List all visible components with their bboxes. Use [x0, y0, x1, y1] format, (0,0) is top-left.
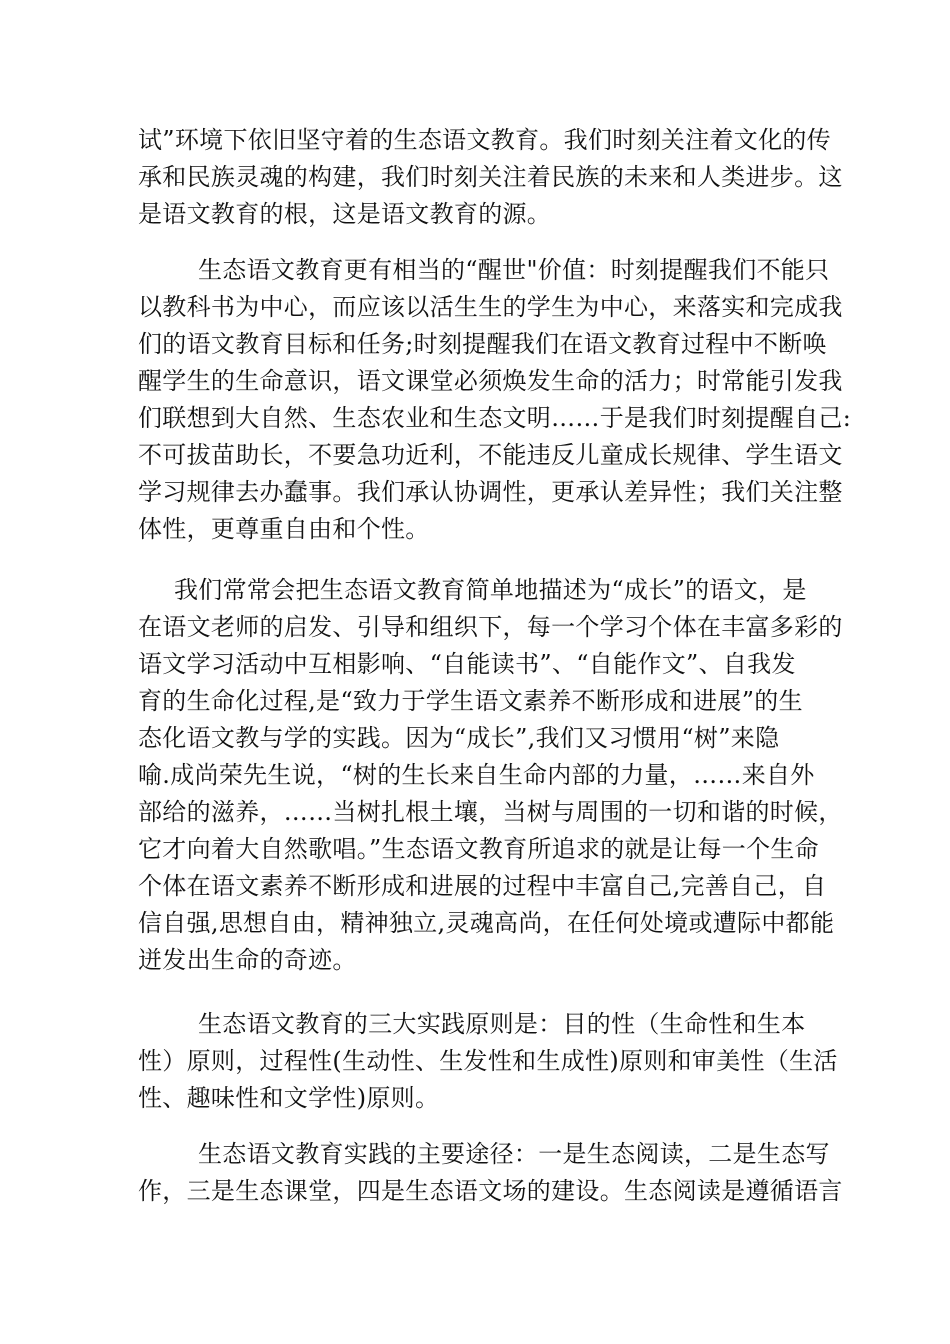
paragraph-2: [138, 252, 852, 548]
text-line: 承和民族灵魂的构建，我们时刻关注着民族的未来和人类进步。这: [138, 163, 843, 191]
text-line: 性、趣味性和文学性)原则。: [138, 1084, 440, 1112]
text-line: 生态语文教育实践的主要途径：一是生态阅读，二是生态写: [198, 1140, 830, 1168]
paragraph-5: [138, 1136, 843, 1210]
text-line: 醒学生的生命意识，语文课堂必须焕发生命的活力；时常能引发我: [138, 367, 843, 395]
text-line: 体性，更尊重自由和个性。: [138, 515, 430, 543]
text-line: 试”环境下依旧坚守着的生态语文教育。我们时刻关注着文化的传: [138, 126, 831, 154]
text-line: 态化语文教与学的实践。因为“成长”,我们又习惯用“树”来隐: [138, 724, 780, 752]
paragraph-1: [138, 122, 843, 233]
text-line: 不可拔苗助长，不要急功近利，不能违反儿童成长规律、学生语文: [138, 441, 843, 469]
text-line: 作，三是生态课堂，四是生态语文场的建设。生态阅读是遵循语言: [138, 1177, 843, 1205]
text-line: 以教科书为中心，而应该以活生生的学生为中心，来落实和完成我: [138, 293, 843, 321]
text-line: 部给的滋养，……当树扎根土壤，当树与周围的一切和谐的时候，: [138, 798, 843, 826]
text-line: 信自强,思想自由，精神独立,灵魂高尚，在任何处境或遭际中都能: [138, 909, 835, 937]
text-line: 性）原则，过程性(生动性、生发性和生成性)原则和审美性（生活: [138, 1047, 838, 1075]
text-line: 生态语文教育更有相当的“醒世"价值：时刻提醒我们不能只: [198, 256, 830, 284]
text-line: 学习规律去办蠢事。我们承认协调性，更承认差异性；我们关注整: [138, 478, 843, 506]
paragraph-4: [138, 1006, 838, 1117]
text-line: 们联想到大自然、生态农业和生态文明……于是我们时刻提醒自己:: [138, 404, 852, 432]
text-line: 个体在语文素养不断形成和进展的过程中丰富自己,完善自己，自: [138, 872, 827, 900]
text-line: 是语文教育的根，这是语文教育的源。: [138, 200, 552, 228]
text-line: 在语文老师的启发、引导和组织下，每一个学习个体在丰富多彩的: [138, 613, 843, 641]
text-line: 迸发出生命的奇迹。: [138, 946, 357, 974]
text-line: 它才向着大自然歌唱。”生态语文教育所追求的就是让每一个生命: [138, 835, 819, 863]
paragraph-3: [138, 572, 843, 979]
text-line: 生态语文教育的三大实践原则是：目的性（生命性和生本: [198, 1010, 806, 1038]
text-line: 们的语文教育目标和任务;时刻提醒我们在语文教育过程中不断唤: [138, 330, 827, 358]
text-line: 喻.成尚荣先生说，“树的生长来自生命内部的力量，……来自外: [138, 761, 815, 789]
text-line: 我们常常会把生态语文教育简单地描述为“成长”的语文，是: [174, 576, 807, 604]
text-line: 语文学习活动中互相影响、“自能读书”、“自能作文”、自我发: [138, 650, 796, 678]
text-line: 育的生命化过程,是“致力于学生语文素养不断形成和进展”的生: [138, 687, 803, 715]
